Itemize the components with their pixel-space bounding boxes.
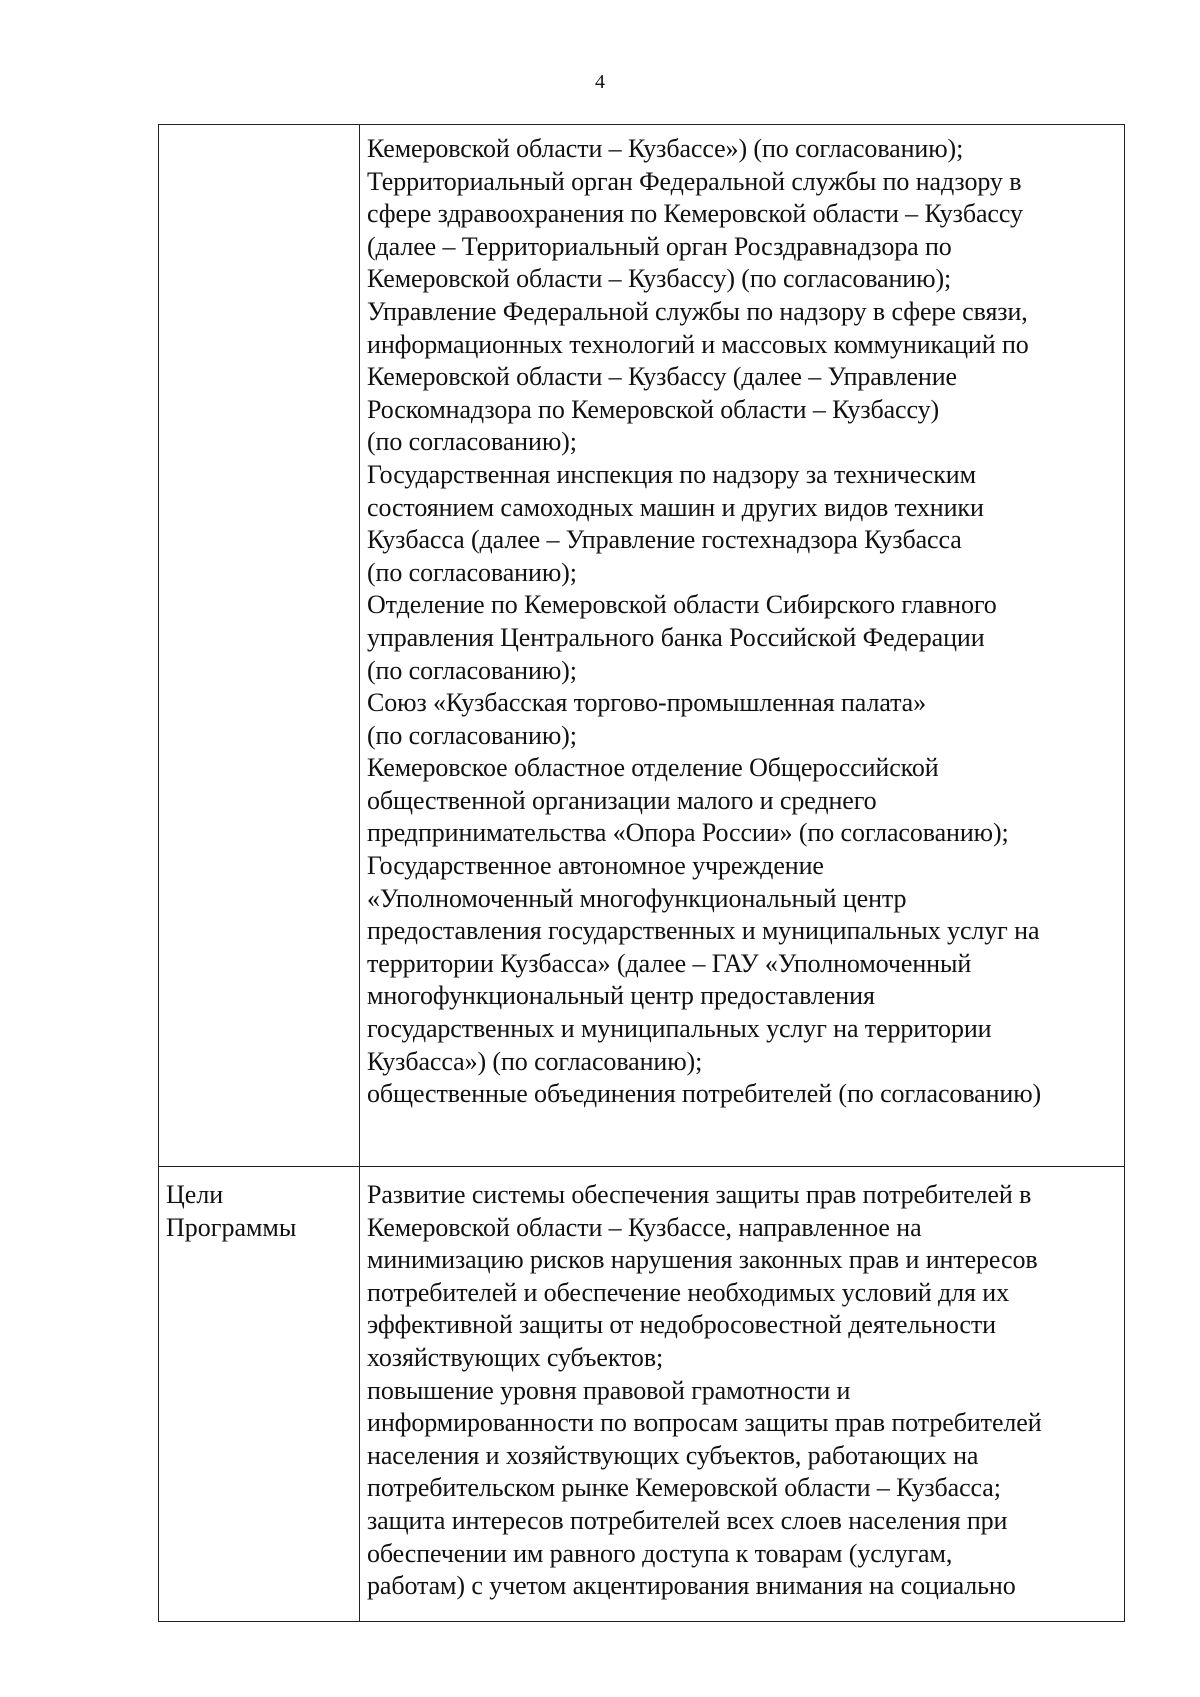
- text-line: (по согласованию);: [367, 427, 577, 457]
- row-label-cell: [159, 125, 360, 1167]
- text-line: «Уполномоченный многофункциональный центр: [367, 883, 907, 913]
- text-line: (по согласованию);: [367, 720, 577, 750]
- text-line: Управление Федеральной службы по надзору в сфере связи,: [367, 296, 1028, 326]
- text-line: населения и хозяйствующих субъектов, работающих на: [367, 1440, 979, 1470]
- text-line: общественной организации малого и среднего: [367, 785, 877, 815]
- text-line: защита интересов потребителей всех слоев населения при: [367, 1505, 1008, 1535]
- table-row-participants: [159, 125, 1125, 1167]
- text-line: работам) с учетом акцентирования внимания на социально: [367, 1571, 1016, 1601]
- text-line: управления Центрального банка Российской Федерации: [367, 622, 985, 652]
- row-label-cell: [159, 1167, 360, 1622]
- text-line: Кемеровской области – Кузбассу) (по согласованию);: [367, 264, 952, 294]
- text-line: Роскомнадзора по Кемеровской области – Кузбассу): [367, 394, 940, 424]
- text-line: эффективной защиты от недобросовестной деятельности: [367, 1310, 996, 1340]
- text-line: потребительском рынке Кемеровской области – Кузбасса;: [367, 1473, 1001, 1503]
- text-line: Развитие системы обеспечения защиты прав потребителей в: [367, 1180, 1032, 1209]
- text-line: (далее – Территориальный орган Росздравнадзора по: [367, 231, 952, 261]
- row-content-cell: [360, 125, 1125, 1167]
- text-line: Кузбасса (далее – Управление гостехнадзора Кузбасса: [367, 525, 962, 555]
- row-content-cell: [360, 1167, 1125, 1622]
- text-line: общественные объединения потребителей (по согласованию): [367, 1079, 1042, 1109]
- text-line: Кемеровской области – Кузбассу (далее – Управление: [367, 362, 957, 392]
- table-row-program-goals: [159, 1167, 1125, 1622]
- text-line: Кемеровское областное отделение Общероссийской: [367, 753, 939, 783]
- text-line: Государственное автономное учреждение: [367, 851, 824, 881]
- text-line: (по согласованию);: [367, 655, 577, 685]
- text-line: государственных и муниципальных услуг на территории: [367, 1014, 992, 1044]
- text-line: повышение уровня правовой грамотности и: [367, 1375, 851, 1405]
- row-label-line: Цели: [166, 1180, 224, 1209]
- text-line: территории Кузбасса» (далее – ГАУ «Уполномоченный: [367, 948, 972, 978]
- text-line: предпринимательства «Опора России» (по согласованию);: [367, 818, 1009, 848]
- text-line: Государственная инспекция по надзору за техническим: [367, 459, 976, 489]
- text-line: Кузбасса») (по согласованию);: [367, 1046, 703, 1076]
- text-line: сфере здравоохранения по Кемеровской области – Кузбассу: [367, 199, 1023, 229]
- text-line: Отделение по Кемеровской области Сибирского главного: [367, 590, 997, 620]
- text-line: Кемеровской области – Кузбассе, направленное на: [367, 1212, 922, 1242]
- text-line: Союз «Кузбасская торгово-промышленная палата»: [367, 688, 927, 718]
- text-line: обеспечении им равного доступа к товарам (услугам,: [367, 1538, 953, 1568]
- text-line: Кемеровской области – Кузбассе») (по согласованию);: [367, 134, 964, 163]
- text-line: (по согласованию);: [367, 557, 577, 587]
- text-line: хозяйствующих субъектов;: [367, 1342, 664, 1372]
- text-line: информированности по вопросам защиты прав потребителей: [367, 1408, 1042, 1438]
- page-number: 4: [595, 71, 605, 93]
- text-line: информационных технологий и массовых коммуникаций по: [367, 329, 1029, 359]
- text-line: потребителей и обеспечение необходимых условий для их: [367, 1277, 1009, 1307]
- row-label-line: Программы: [166, 1212, 297, 1242]
- text-line: многофункциональный центр предоставления: [367, 981, 875, 1011]
- text-line: состоянием самоходных машин и других видов техники: [367, 492, 984, 522]
- text-line: минимизацию рисков нарушения законных прав и интересов: [367, 1245, 1038, 1275]
- text-line: Территориальный орган Федеральной службы по надзору в: [367, 166, 1022, 196]
- text-line: предоставления государственных и муниципальных услуг на: [367, 916, 1040, 946]
- program-passport-table: [158, 124, 1125, 1622]
